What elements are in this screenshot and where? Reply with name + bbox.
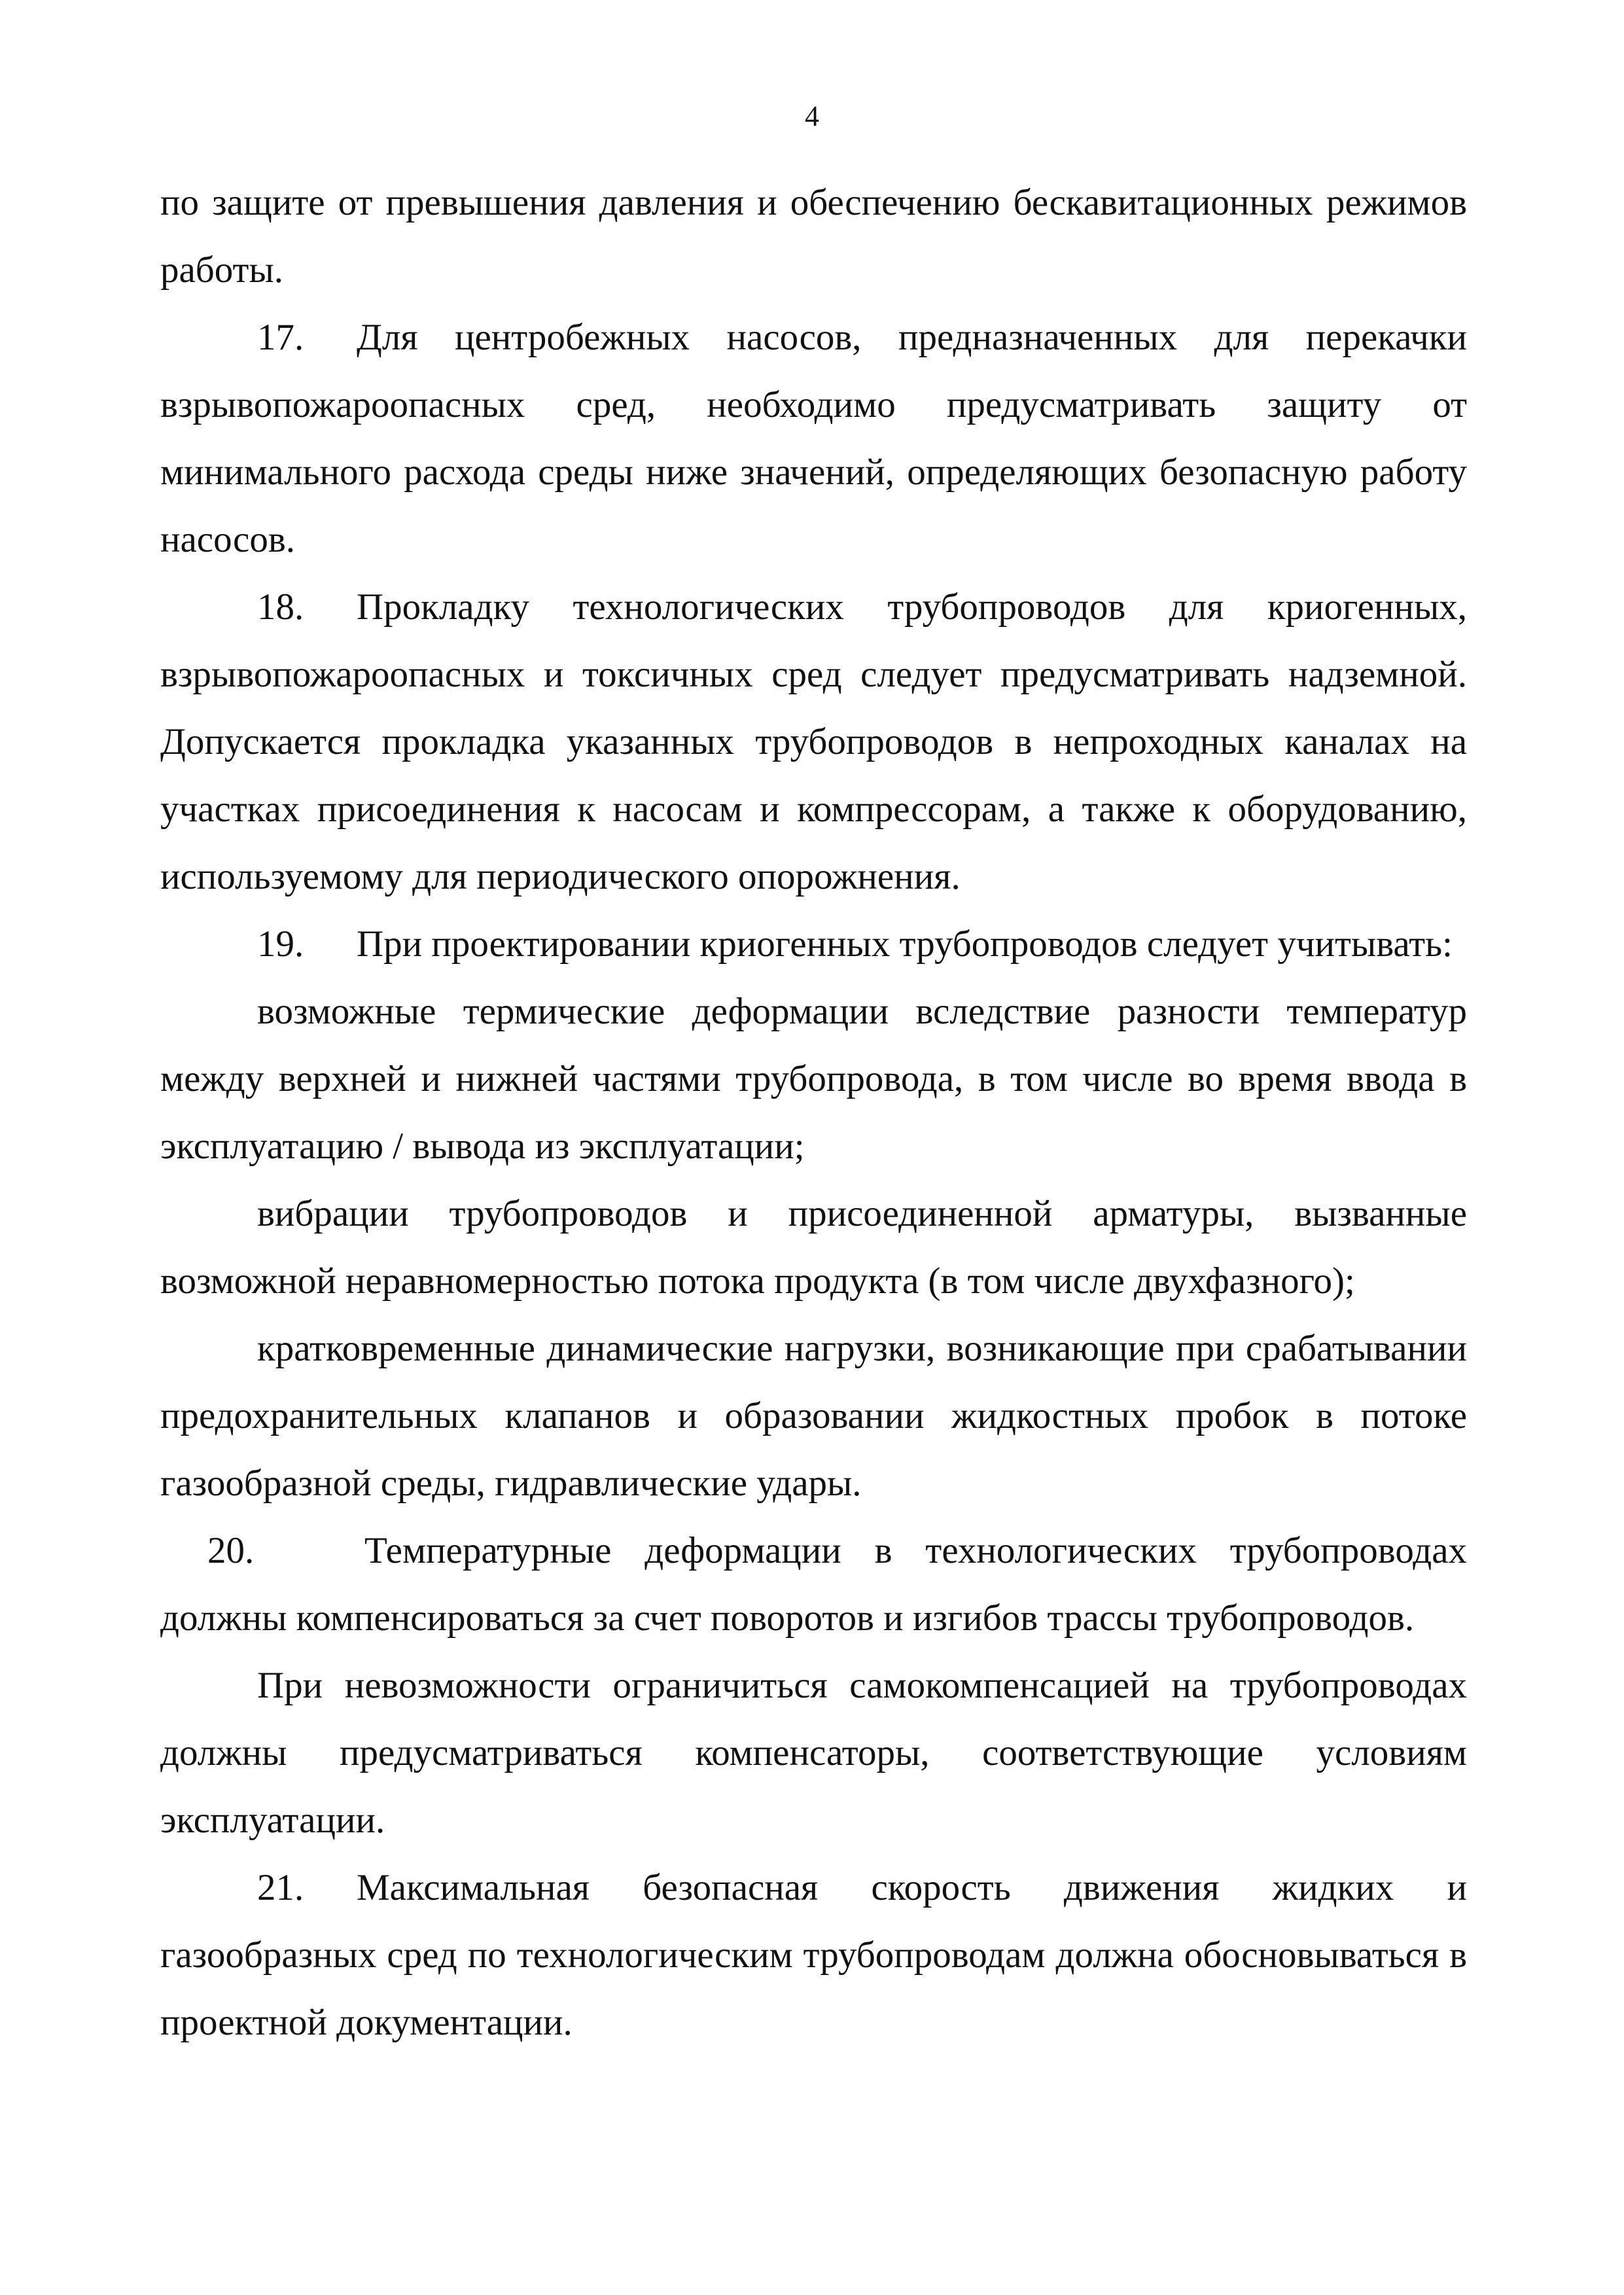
list-item-vibrations — [160, 1180, 1467, 1315]
paragraph-text: по защите от превышения давления и обеспечению бескавитационных режимов работы. — [160, 182, 1467, 291]
list-item-text: возможные термические деформации вследствие разности температур между верхней и нижней частями трубопровода, в том числе во время ввода в эксплуатацию / вывода из эксплуатации; — [160, 991, 1467, 1167]
list-item-thermal-deformations — [160, 978, 1467, 1180]
clause-text: Максимальная безопасная скорость движения жидких и газообразных сред по технологическим трубопроводам должна обосновываться в проектной документации. — [160, 1867, 1467, 2043]
list-item-text: вибрации трубопроводов и присоединенной арматуры, вызванные возможной неравномерностью потока продукта (в том числе двухфазного); — [160, 1193, 1467, 1302]
clause-20 — [160, 1517, 1467, 1652]
paragraph-continuation — [160, 169, 1467, 304]
clause-text: Температурные деформации в технологических трубопроводах должны компенсироваться за счет поворотов и изгибов трассы трубопроводов. — [160, 1530, 1467, 1639]
page-number: 4 — [805, 100, 819, 132]
document-body — [160, 169, 1467, 2056]
paragraph-compensators — [160, 1652, 1467, 1854]
list-item-text: кратковременные динамические нагрузки, возникающие при срабатывании предохранительных клапанов и образовании жидкостных пробок в потоке газообразной среды, гидравлические удары. — [160, 1328, 1467, 1504]
clause-21 — [160, 1854, 1467, 2056]
clause-17 — [160, 304, 1467, 573]
clause-18 — [160, 573, 1467, 910]
clause-text: При проектировании криогенных трубопроводов следует учитывать: — [357, 923, 1453, 965]
clause-number: 20. — [207, 1530, 255, 1571]
clause-number: 21. — [257, 1867, 304, 1908]
list-item-dynamic-loads — [160, 1315, 1467, 1517]
clause-text: Прокладку технологических трубопроводов для криогенных, взрывопожароопасных и токсичных сред следует предусматривать надземной. Допускается прокладка указанных трубопроводов в непроходных каналах на участках присоединения к насосам и компрессорам, а также к оборудованию, используемому для периодического опорожнения. — [160, 586, 1467, 897]
clause-number: 17. — [257, 317, 304, 358]
clause-number: 19. — [257, 923, 304, 965]
clause-number: 18. — [257, 586, 304, 628]
clause-19 — [160, 910, 1467, 978]
paragraph-text: При невозможности ограничиться самокомпенсацией на трубопроводах должны предусматриваться компенсаторы, соответствующие условиям эксплуатации. — [160, 1665, 1467, 1841]
clause-text: Для центробежных насосов, предназначенных для перекачки взрывопожароопасных сред, необходимо предусматривать защиту от минимального расхода среды ниже значений, определяющих безопасную работу насосов. — [160, 317, 1467, 560]
